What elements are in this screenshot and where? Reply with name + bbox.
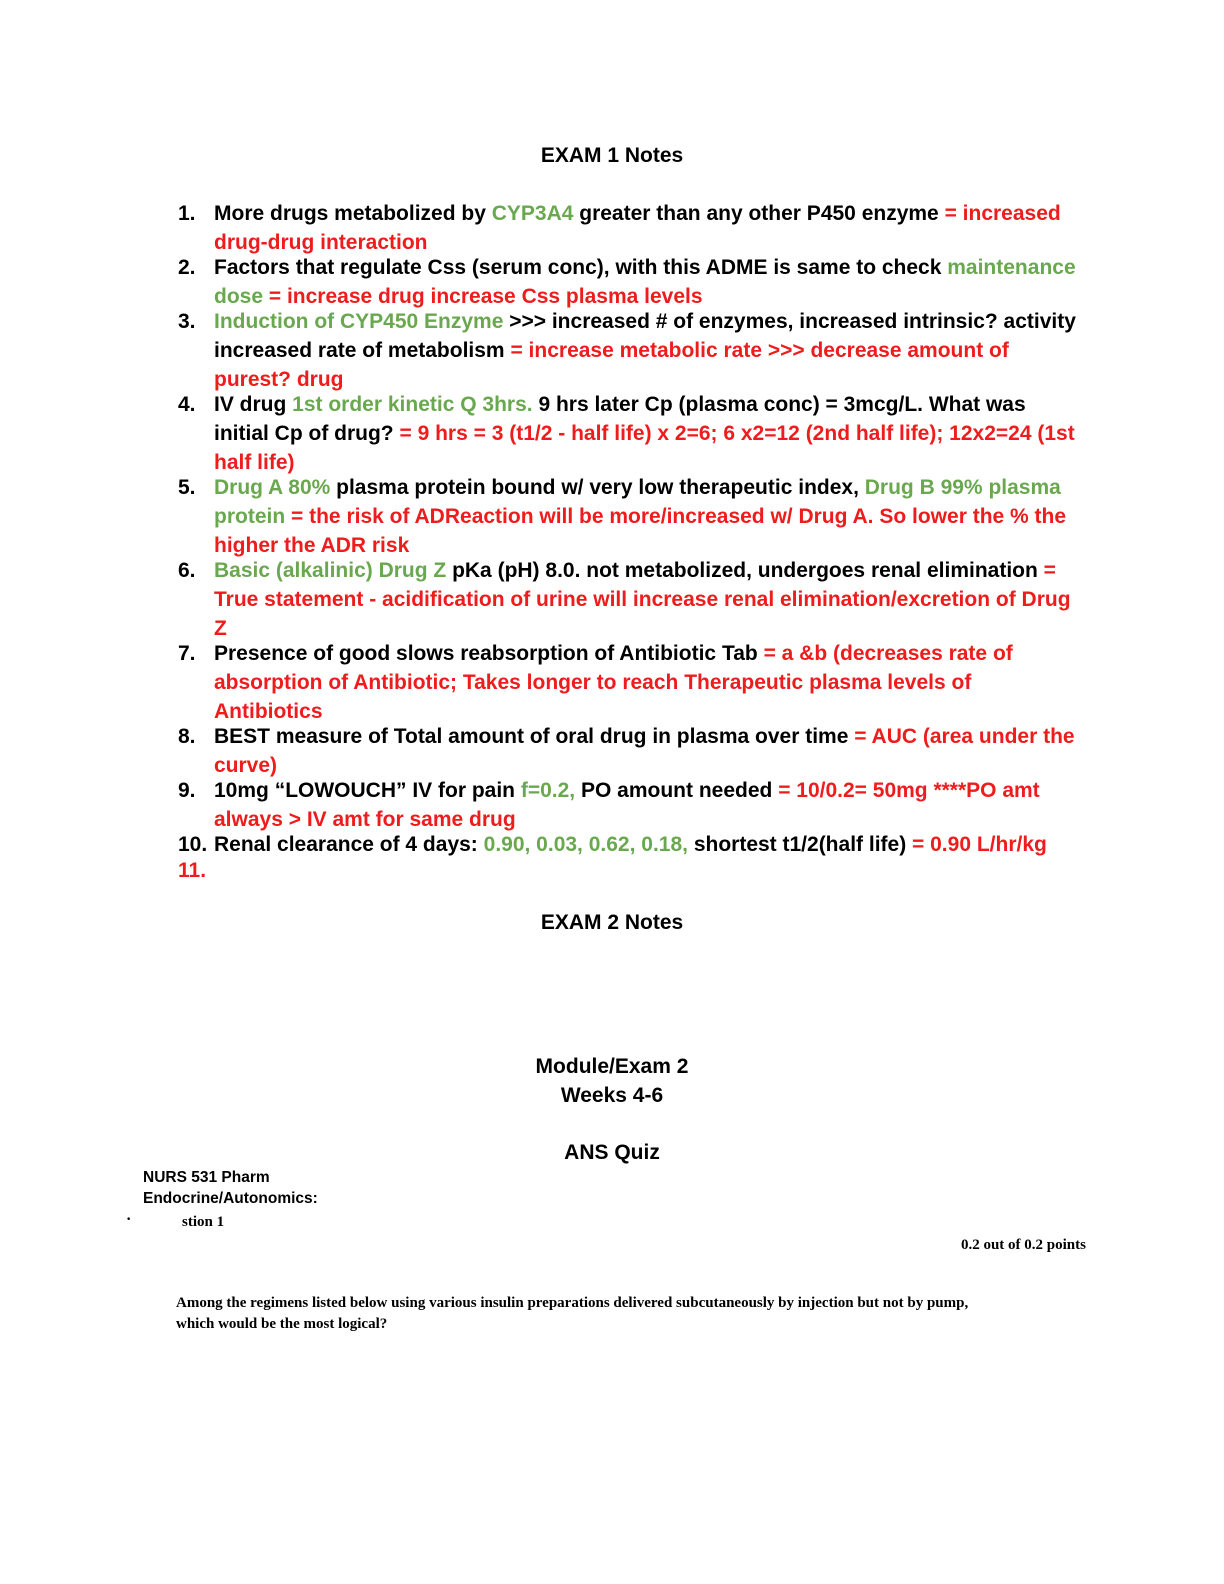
note-item bbox=[178, 831, 1078, 860]
note-segment: 9 hrs later Cp (plasma conc) = 3mcg/L. What was initial Cp of drug? bbox=[214, 393, 1026, 446]
note-text bbox=[214, 476, 1066, 556]
note-highlight: Basic (alkalinic) Drug Z bbox=[214, 559, 447, 583]
note-highlight: CYP3A4 bbox=[491, 202, 574, 225]
topic-label: Endocrine/Autonomics: bbox=[143, 1190, 318, 1207]
note-number: 9. bbox=[178, 779, 196, 803]
note-text bbox=[214, 310, 1076, 390]
note-segment: >>> increased # of enzymes, increased intrinsic? activity increased rate of metabolism bbox=[214, 310, 1076, 363]
note-answer: = a &b (decreases rate of absorption of Antibiotic; Takes longer to reach Therapeutic plasma levels of Antibiotics bbox=[214, 642, 1013, 723]
note-highlight: 0.90, 0.03, 0.62, 0.18, bbox=[483, 833, 688, 857]
note-segment: 10mg “LOWOUCH” IV for pain bbox=[214, 779, 521, 803]
note-item bbox=[178, 254, 1078, 311]
note-answer: = increased drug-drug interaction bbox=[214, 202, 1061, 254]
note-answer: = 9 hrs = 3 (t1/2 - half life) x 2=6; 6 x2=12 (2nd half life); 12x2=24 (1st half life) bbox=[214, 422, 1075, 474]
note-number: 6. bbox=[178, 559, 196, 583]
note-answer: = True statement - acidification of urine will increase renal elimination/excretion of Drug Z bbox=[214, 559, 1071, 640]
note-highlight: Drug A 80% bbox=[214, 476, 331, 500]
note-number: 2. bbox=[178, 256, 196, 280]
note-text bbox=[214, 393, 1075, 473]
quiz-title: ANS Quiz bbox=[564, 1141, 660, 1164]
note-text bbox=[214, 256, 1076, 308]
note-answer: = AUC (area under the curve) bbox=[214, 725, 1075, 777]
note-number: 10. bbox=[178, 833, 208, 857]
note-item bbox=[178, 391, 1078, 477]
note-number: 11. bbox=[178, 859, 207, 882]
note-answer: = 0.90 L/hr/kg bbox=[912, 833, 1047, 857]
note-answer: = the risk of ADReaction will be more/increased w/ Drug A. So lower the % the higher the ADR risk bbox=[214, 504, 1067, 557]
exam1-notes-list bbox=[178, 200, 1078, 882]
note-segment: greater than any other P450 enzyme bbox=[573, 202, 945, 225]
note-item bbox=[178, 308, 1078, 394]
question-label: stion 1 bbox=[182, 1214, 225, 1230]
bullet: · bbox=[126, 1211, 132, 1228]
note-number: 7. bbox=[178, 642, 196, 666]
note-number: 3. bbox=[178, 310, 196, 334]
note-highlight: Induction of CYP450 Enzyme bbox=[214, 310, 504, 334]
note-segment: IV drug bbox=[214, 393, 293, 417]
note-highlight: 1st order kinetic Q 3hrs. bbox=[292, 393, 533, 417]
note-text bbox=[214, 202, 1061, 254]
note-item bbox=[178, 200, 1078, 257]
note-answer: = 10/0.2= 50mg ****PO amt always > IV amt for same drug bbox=[214, 779, 1040, 831]
question-points: 0.2 out of 0.2 points bbox=[960, 1237, 1086, 1253]
note-answer: = increase metabolic rate >>> decrease amount of purest? drug bbox=[214, 339, 1009, 391]
weeks-label: Weeks 4-6 bbox=[560, 1084, 664, 1107]
note-number: 4. bbox=[178, 393, 196, 417]
note-text bbox=[214, 833, 1047, 856]
note-segment: pKa (pH) 8.0. not metabolized, undergoes renal elimination bbox=[446, 559, 1044, 583]
note-text bbox=[214, 642, 1013, 722]
note-segment: plasma protein bound w/ very low therapeutic index, bbox=[330, 476, 865, 500]
note-segment: More drugs metabolized by bbox=[214, 202, 492, 225]
note-text bbox=[214, 725, 1075, 777]
note-item bbox=[178, 777, 1078, 834]
note-segment: BEST measure of Total amount of oral drug in plasma over time bbox=[214, 725, 855, 749]
note-segment: Presence of good slows reabsorption of Antibiotic Tab bbox=[214, 642, 764, 666]
note-segment: Factors that regulate Css (serum conc), with this ADME is same to check bbox=[214, 256, 948, 280]
note-highlight: maintenance dose bbox=[214, 256, 1076, 308]
module-title: Module/Exam 2 bbox=[535, 1055, 689, 1078]
note-answer: = increase drug increase Css plasma levels bbox=[263, 284, 703, 308]
exam2-title: EXAM 2 Notes bbox=[540, 911, 684, 934]
note-text bbox=[214, 559, 1071, 639]
note-number: 1. bbox=[178, 202, 196, 225]
note-number: 8. bbox=[178, 725, 196, 749]
note-item bbox=[178, 640, 1078, 726]
question-text: Among the regimens listed below using various insulin preparations delivered subcutaneously by injection but not by pump, which would be the most logical? bbox=[176, 1295, 969, 1332]
course-label: NURS 531 Pharm bbox=[143, 1169, 270, 1186]
note-item bbox=[178, 557, 1078, 643]
note-highlight: f=0.2, bbox=[520, 779, 576, 803]
note-number: 5. bbox=[178, 476, 196, 500]
note-highlight: Drug B 99% plasma protein bbox=[214, 476, 1061, 528]
note-segment: Renal clearance of 4 days: bbox=[214, 833, 484, 857]
note-item bbox=[178, 723, 1078, 780]
note-segment: shortest t1/2(half life) bbox=[687, 833, 913, 857]
exam1-title: EXAM 1 Notes bbox=[540, 144, 684, 167]
note-segment: PO amount needed bbox=[575, 779, 779, 803]
note-item bbox=[178, 474, 1078, 560]
note-text bbox=[214, 779, 1040, 831]
